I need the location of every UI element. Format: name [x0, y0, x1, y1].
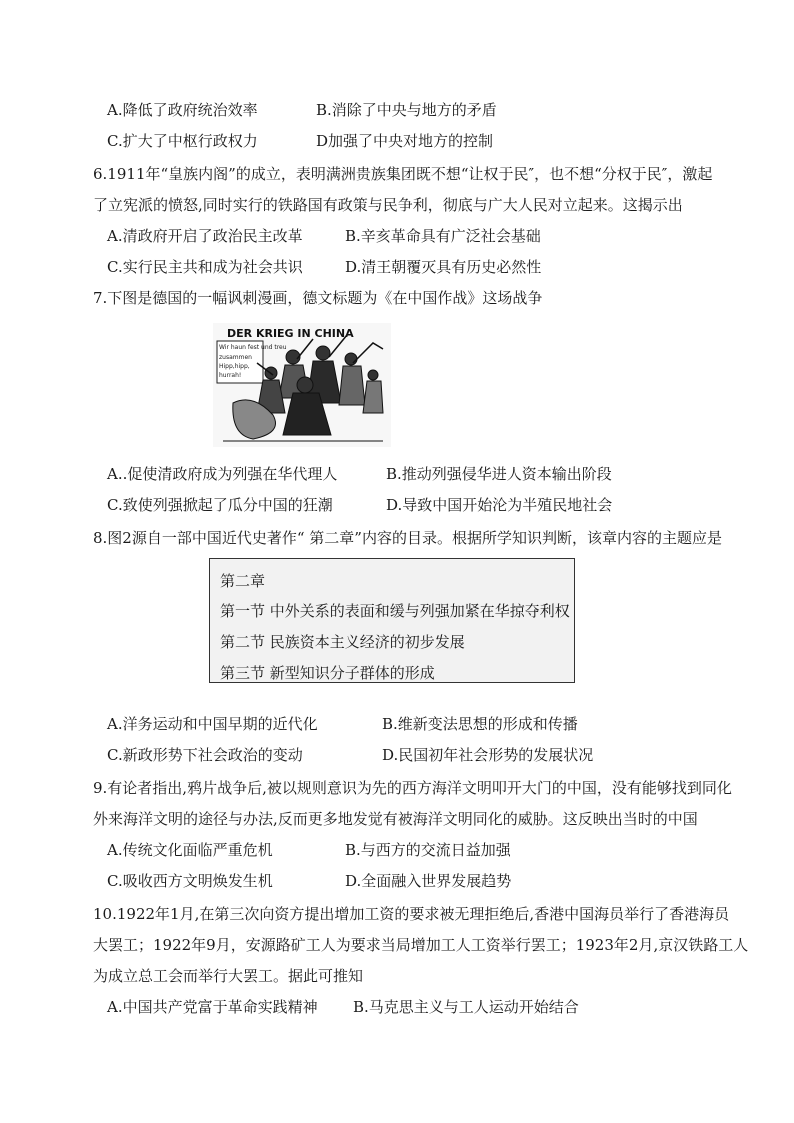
q10-stem-line2: 大罢工；1922年9月，安源路矿工人为要求当局增加工人工资举行罢工；1923年2月,京汉铁路工人 [93, 936, 749, 954]
q6-option-c: C.实行民主共和成为社会共识 [107, 258, 303, 276]
cartoon-caption-4: hurrah! [219, 372, 242, 379]
q6-stem-line2: 了立宪派的愤怒,同时实行的铁路国有政策与民争利，彻底与广大人民对立起来。这揭示出 [93, 196, 683, 214]
q5-option-b: B.消除了中央与地方的矛盾 [316, 101, 497, 119]
q7-stem: 7.下图是德国的一幅讽刺漫画，德文标题为《在中国作战》这场战争 [93, 289, 543, 307]
q5-option-c: C.扩大了中枢行政权力 [107, 132, 258, 150]
q7-option-d: D.导致中国开始沦为半殖民地社会 [386, 496, 613, 514]
q7-option-b: B.推动列强侵华进人资本输出阶段 [386, 465, 612, 483]
q5-option-d: D加强了中央对地方的控制 [316, 132, 494, 150]
toc-chapter-title: 第二章 [220, 572, 266, 590]
q8-stem: 8.图2源自一部中国近代史著作“ 第二章”内容的目录。根据所学知识判断，该章内容的主题应是 [93, 529, 722, 547]
q10-stem-line3: 为成立总工会而举行大罢工。据此可推知 [93, 967, 364, 985]
q9-option-d: D.全面融入世界发展趋势 [345, 872, 512, 890]
toc-section-1: 第一节 中外关系的表面和缓与列强加紧在华掠夺利权 [220, 602, 570, 620]
q10-option-b: B.马克思主义与工人运动开始结合 [353, 998, 579, 1016]
q8-option-a: A.洋务运动和中国早期的近代化 [107, 715, 318, 733]
q8-option-b: B.维新变法思想的形成和传播 [382, 715, 578, 733]
q8-option-d: D.民国初年社会形势的发展状况 [382, 746, 594, 764]
q9-option-c: C.吸收西方文明焕发生机 [107, 872, 273, 890]
q10-stem-line1: 10.1922年1月,在第三次向资方提出增加工资的要求被无理拒绝后,香港中国海员举行了香港海员 [93, 905, 730, 923]
toc-section-3: 第三节 新型知识分子群体的形成 [220, 664, 435, 682]
q9-stem-line2: 外来海洋文明的途径与办法,反而更多地发觉有被海洋文明同化的威胁。这反映出当时的中国 [93, 810, 698, 828]
cartoon-drawing [213, 323, 391, 447]
cartoon-caption-2: zusammen [219, 354, 252, 361]
chapter-table-of-contents [209, 558, 575, 683]
toc-section-2: 第二节 民族资本主义经济的初步发展 [220, 633, 465, 651]
q6-option-a: A.清政府开启了政治民主改革 [107, 227, 303, 245]
cartoon-title-text: DER KRIEG IN CHINA [227, 327, 354, 340]
q8-option-c: C.新政形势下社会政治的变动 [107, 746, 303, 764]
cartoon-caption-3: Hipp,hipp, [219, 363, 250, 370]
q9-stem-line1: 9.有论者指出,鸦片战争后,被以规则意识为先的西方海洋文明叩开大门的中国，没有能够找到同化 [93, 779, 732, 797]
q6-option-d: D.清王朝覆灭具有历史必然性 [345, 258, 542, 276]
cartoon-caption-1: Wir haun fest und treu [219, 344, 287, 351]
q9-option-b: B.与西方的交流日益加强 [345, 841, 511, 859]
q7-option-c: C.致使列强掀起了瓜分中国的狂潮 [107, 496, 333, 514]
satirical-cartoon-image [213, 323, 391, 447]
q6-option-b: B.辛亥革命具有广泛社会基础 [345, 227, 541, 245]
q10-option-a: A.中国共产党富于革命实践精神 [107, 998, 318, 1016]
q7-option-a: A..促使清政府成为列强在华代理人 [107, 465, 338, 483]
q6-stem-line1: 6.1911年“皇族内阁”的成立，表明满洲贵族集团既不想“让权于民″，也不想“分权于民″，激起 [93, 165, 713, 183]
q5-option-a: A.降低了政府统治效率 [107, 101, 258, 119]
q9-option-a: A.传统文化面临严重危机 [107, 841, 273, 859]
